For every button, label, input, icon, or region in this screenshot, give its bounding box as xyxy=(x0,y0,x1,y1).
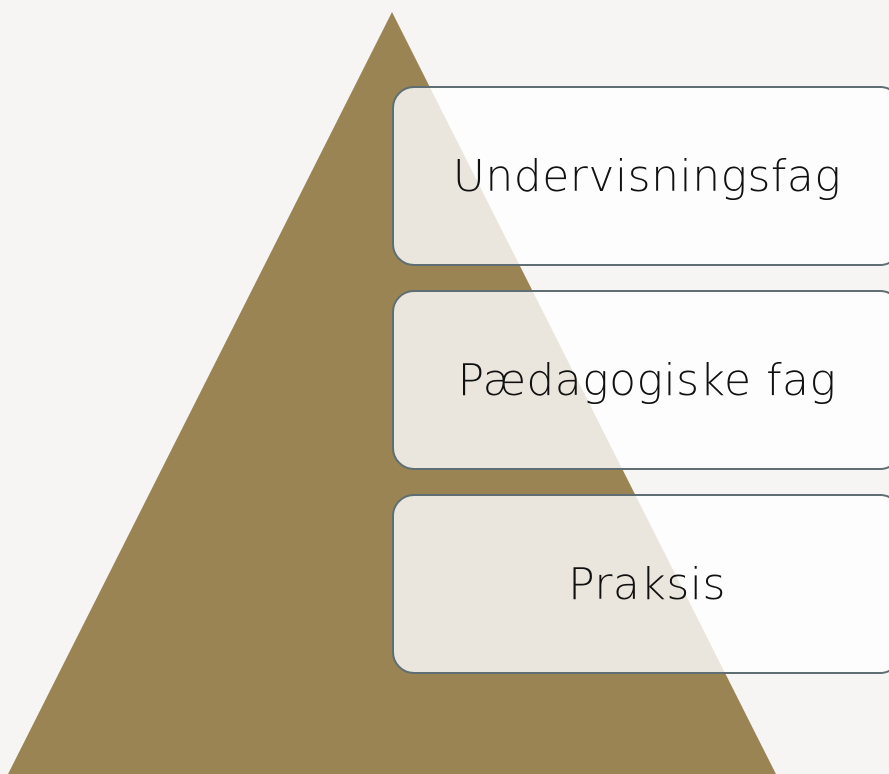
tier-label-paedagogiske-fag: Pædagogiske fag xyxy=(457,354,837,406)
tier-box-undervisningsfag xyxy=(392,86,889,266)
tier-label-undervisningsfag: Undervisningsfag xyxy=(452,150,842,202)
tier-box-praksis xyxy=(392,494,889,674)
tier-label-praksis: Praksis xyxy=(568,558,726,610)
tier-box-paedagogiske-fag xyxy=(392,290,889,470)
